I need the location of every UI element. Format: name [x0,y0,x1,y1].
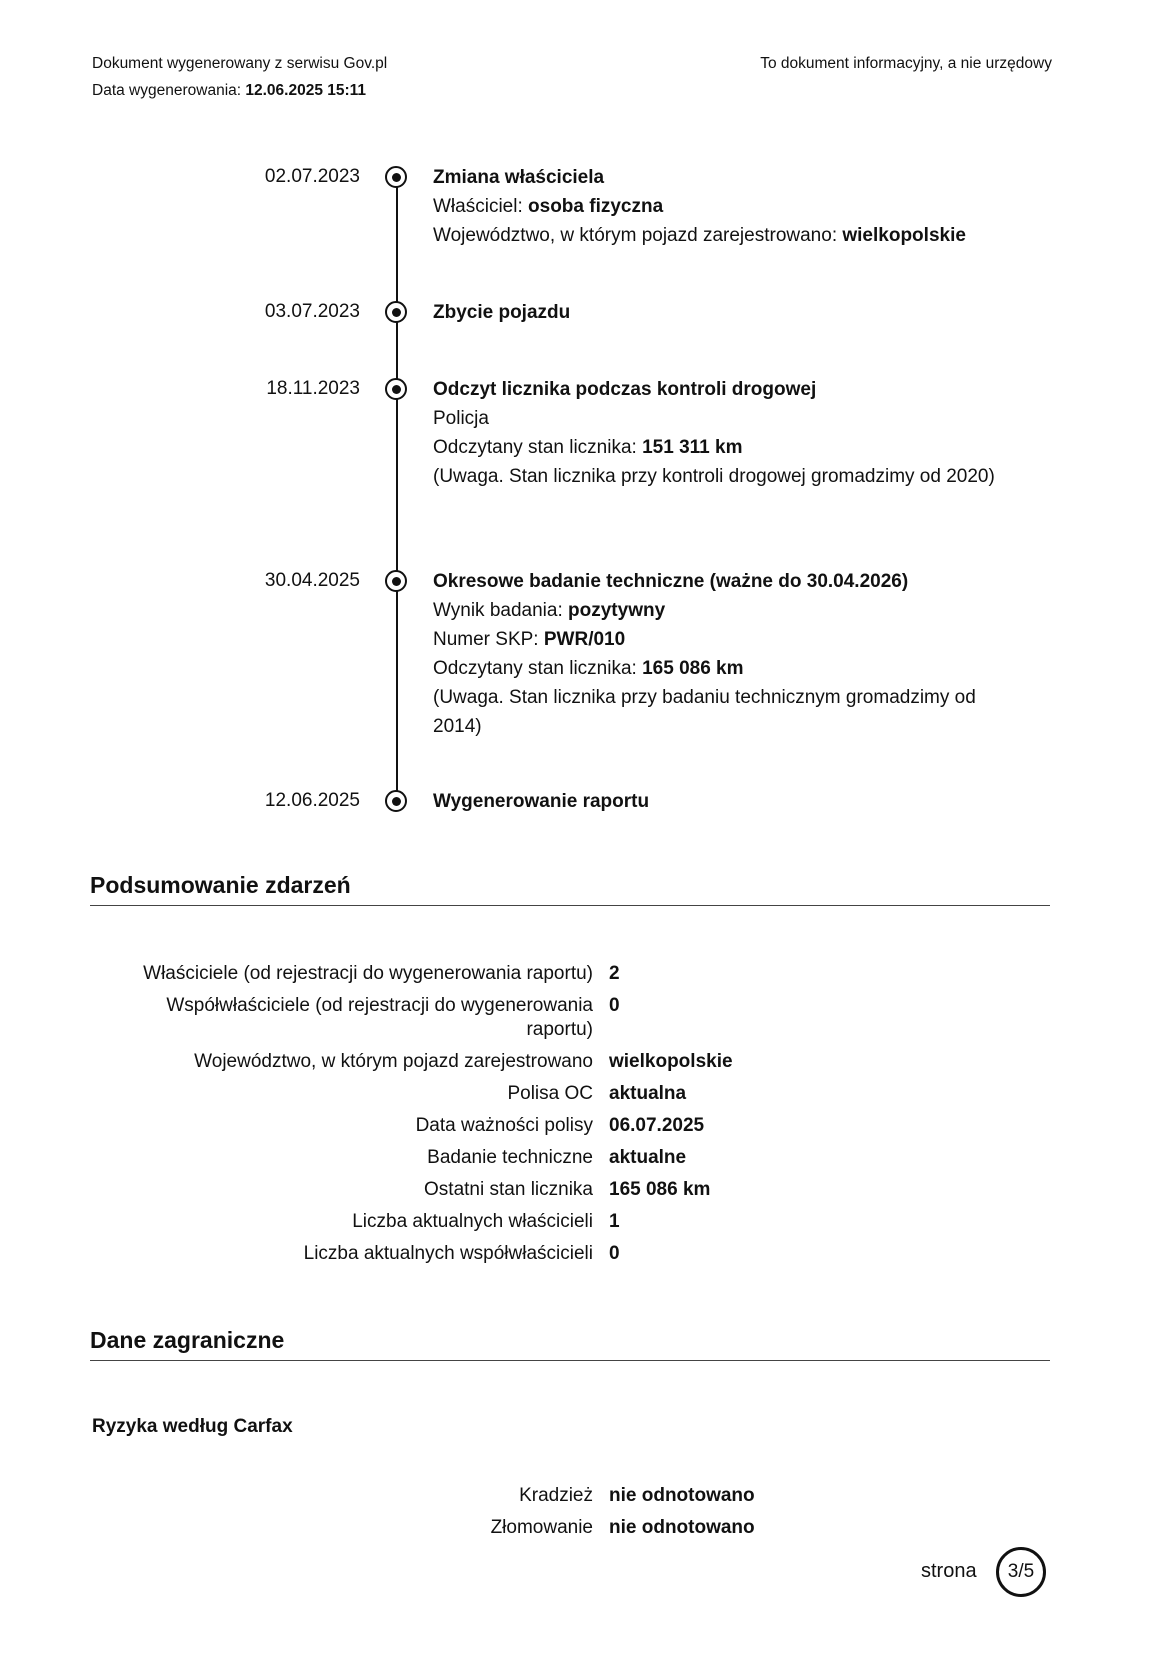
timeline-line [396,177,398,803]
event-line [433,221,1003,250]
summary-label: Liczba aktualnych współwłaścicieli [303,1243,593,1264]
summary-value: aktualne [609,1147,687,1168]
event-date: 30.04.2025 [264,570,360,591]
event-line: Policja [433,408,489,429]
timeline-dot-icon [385,301,407,323]
event-title: Zbycie pojazdu [433,302,571,323]
event-body [433,163,1003,250]
timeline-dot-icon [385,378,407,400]
event-note: (Uwaga. Stan licznika przy badaniu technicznym gromadzimy od 2014) [433,687,976,737]
event-note: (Uwaga. Stan licznika przy kontroli drogowej gromadzimy od 2020) [433,466,995,487]
event-title: Wygenerowanie raportu [433,791,650,812]
event-line [433,433,1003,462]
timeline-dot-icon [385,570,407,592]
foreign-label: Złomowanie [490,1517,593,1538]
generation-date [92,82,366,100]
event-line [433,192,1003,221]
summary-label: Współwłaściciele (od rejestracji do wygenerowania raportu) [166,995,593,1040]
event-line-label: Województwo, w którym pojazd zarejestrowano: [433,225,843,246]
event-body [433,567,1003,741]
foreign-heading: Dane zagraniczne [90,1327,1050,1361]
timeline-dot-icon [385,166,407,188]
summary-value: 0 [609,1243,620,1264]
event-line-value: 151 311 km [642,437,743,458]
event-title: Zmiana właściciela [433,167,605,188]
event-line-label: Odczytany stan licznika: [433,658,643,679]
timeline-dot-icon [385,790,407,812]
summary-value: wielkopolskie [609,1051,733,1072]
event-line-value: osoba fizyczna [528,196,664,217]
event-date: 12.06.2025 [264,790,360,811]
event-line-label: Wynik badania: [433,600,569,621]
event-date: 03.07.2023 [264,301,360,322]
event-line-value: PWR/010 [543,629,626,650]
summary-value: 0 [609,995,620,1016]
event-line-value: pozytywny [568,600,666,621]
generation-date-label: Data wygenerowania: [92,82,246,99]
summary-label: Ostatni stan licznika [424,1179,593,1200]
foreign-label: Kradzież [519,1485,593,1506]
page-label: strona [921,1560,977,1582]
summary-label: Liczba aktualnych właścicieli [352,1211,593,1232]
summary-label: Województwo, w którym pojazd zarejestrowano [194,1051,593,1072]
summary-label: Polisa OC [507,1083,593,1104]
summary-value: 2 [609,963,620,984]
event-line-value: wielkopolskie [842,225,966,246]
disclaimer: To dokument informacyjny, a nie urzędowy [760,55,1052,72]
event-line-value: 165 086 km [642,658,744,679]
event-date: 18.11.2023 [266,378,360,399]
summary-value: 165 086 km [609,1179,711,1200]
carfax-subheading: Ryzyka według Carfax [92,1416,293,1437]
event-line-label: Odczytany stan licznika: [433,437,643,458]
event-line-label: Właściciel: [433,196,529,217]
event-date: 02.07.2023 [264,166,360,187]
generation-date-value: 12.06.2025 15:11 [245,82,367,99]
page-number: 3/5 [996,1547,1046,1597]
event-body [433,375,1003,491]
summary-heading: Podsumowanie zdarzeń [90,872,1050,906]
event-body [433,298,1003,327]
event-body [433,787,1003,816]
source-line: Dokument wygenerowany z serwisu Gov.pl [92,55,388,72]
event-line [433,596,1003,625]
summary-value: 1 [609,1211,620,1232]
summary-value: 06.07.2025 [609,1115,705,1136]
summary-label: Właściciele (od rejestracji do wygenerowania raportu) [143,963,593,984]
summary-value: aktualna [609,1083,687,1104]
summary-label: Badanie techniczne [427,1147,593,1168]
event-line-label: Numer SKP: [433,629,544,650]
event-title: Okresowe badanie techniczne (ważne do 30.04.2026) [433,571,909,592]
foreign-value: nie odnotowano [609,1485,755,1506]
event-line [433,625,1003,654]
event-line [433,654,1003,683]
foreign-value: nie odnotowano [609,1517,755,1538]
event-title: Odczyt licznika podczas kontroli drogowej [433,379,817,400]
summary-label: Data ważności polisy [415,1115,593,1136]
